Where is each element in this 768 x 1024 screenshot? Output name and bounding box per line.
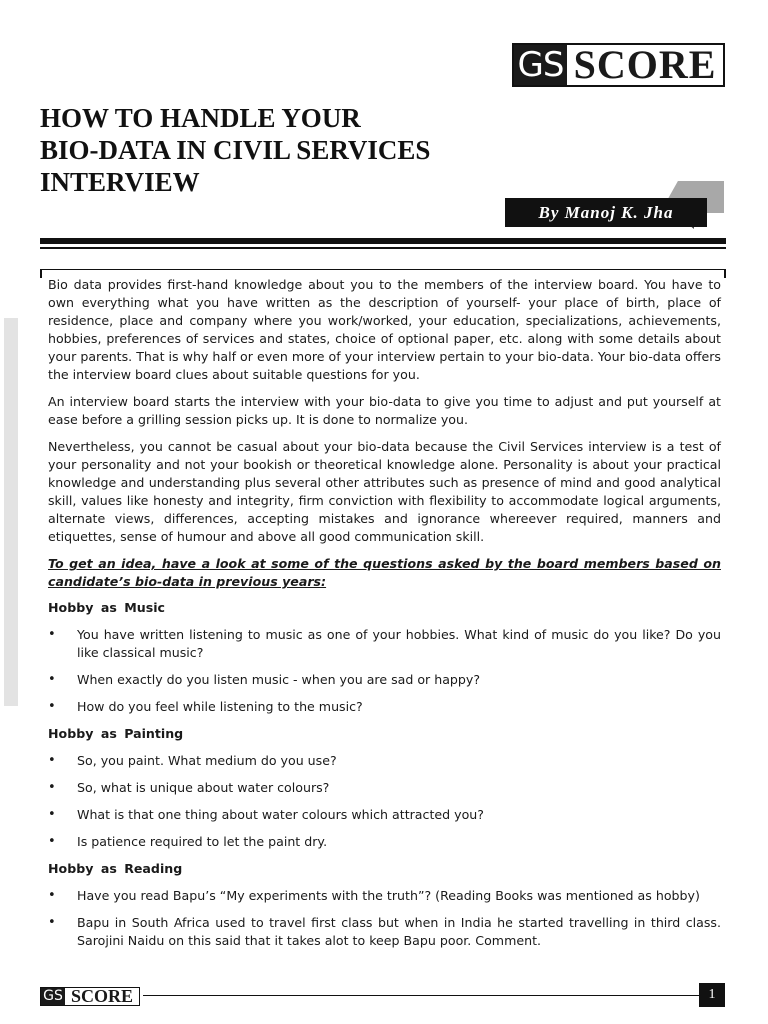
content-frame-corner-right [724,269,726,278]
list-item [48,779,721,797]
section-heading-reading: Hobby as Reading [48,861,183,876]
footer-logo [40,987,140,1006]
list-item-text: Is patience required to let the paint dry. [77,834,328,849]
footer-rule [143,995,701,996]
bullet-icon: • [48,672,56,687]
gs-score-logo [512,43,725,87]
reading-question-list [48,887,721,950]
list-item-text: What is that one thing about water colours which attracted you? [77,807,484,822]
title-line-1: HOW TO HANDLE YOUR [40,103,361,133]
bullet-icon: • [48,627,56,642]
painting-question-list [48,752,721,851]
music-question-list [48,626,721,716]
logo-gs-block: GS [514,45,567,85]
bullet-icon: • [48,915,56,930]
list-item-text: So, what is unique about water colours? [77,780,330,795]
author-byline: By Manoj K. Jha [505,198,707,227]
bullet-icon: • [48,888,56,903]
page-number: 1 [699,983,725,1007]
list-item [48,914,721,950]
list-item-text: Bapu in South Africa used to travel first class but when in India he started travelling in third class. Sarojini Naidu on this said that it takes alot to keep Bapu poor. Comment. [77,915,721,948]
section-heading-music: Hobby as Music [48,600,165,615]
article-body [48,276,721,959]
list-item-text: Have you read Bapu’s “My experiments with the truth”? (Reading Books was mentioned as hobby) [77,888,700,903]
list-item [48,887,721,905]
bullet-icon: • [48,807,56,822]
list-item-text: When exactly do you listen music - when you are sad or happy? [77,672,481,687]
list-item [48,671,721,689]
title-line-2: BIO-DATA IN CIVIL SERVICES [40,135,431,165]
footer-logo-score-text: SCORE [70,986,133,1006]
section-heading-painting: Hobby as Painting [48,726,184,741]
logo-score-text: SCORE [573,42,717,87]
bullet-icon: • [48,699,56,714]
title-line-3: INTERVIEW [40,167,200,197]
content-frame-top [40,269,726,270]
content-frame-corner-left [40,269,42,278]
paragraph-interview-start: An interview board starts the interview with your bio-data to give you time to adjust and put yourself at ease before a grilling session picks up. It is done to normalize you. [48,394,721,427]
list-item [48,626,721,662]
footer-logo-gs-block: GS [41,988,65,1005]
bullet-icon: • [48,753,56,768]
list-item [48,833,721,851]
bullet-icon: • [48,780,56,795]
list-item [48,698,721,716]
list-item [48,806,721,824]
header-divider-thin [40,247,726,249]
paragraph-intro: Bio data provides first-hand knowledge about you to the members of the interview board. You have to own everything what you have written as the description of yourself- your place of birth, place of residence, place and company where you work/worked, your education, specializations, achievements, hobbies, preferences of services and states, choice of optional paper, etc. along with some details about your parents. That is why half or even more of your interview pertain to your bio-data. Your bio-data offers the interview board clues about suitable questions for you. [48,277,721,382]
list-item-text: How do you feel while listening to the music? [77,699,363,714]
header-divider-thick [40,238,726,244]
questions-lead: To get an idea, have a look at some of the questions asked by the board members based on candidate’s bio-data in previous years: [48,556,721,589]
list-item-text: You have written listening to music as one of your hobbies. What kind of music do you like? Do you like classical music? [77,627,721,660]
bullet-icon: • [48,834,56,849]
page-title [40,102,480,198]
list-item [48,752,721,770]
left-margin-bar [4,318,18,706]
list-item-text: So, you paint. What medium do you use? [77,753,337,768]
paragraph-personality: Nevertheless, you cannot be casual about your bio-data because the Civil Services interview is a test of your personality and not your bookish or theoretical knowledge alone. Personality is about your practical knowledge and understanding plus several other attributes such as presence of mind and good analytical skill, values like honesty and integrity, firm conviction with flexibility to accommodate logical arguments, alternate views, differences, accepting mistakes and ignorance whereever required, manners and etiquettes, sense of humour and above all good communication skill. [48,439,721,544]
